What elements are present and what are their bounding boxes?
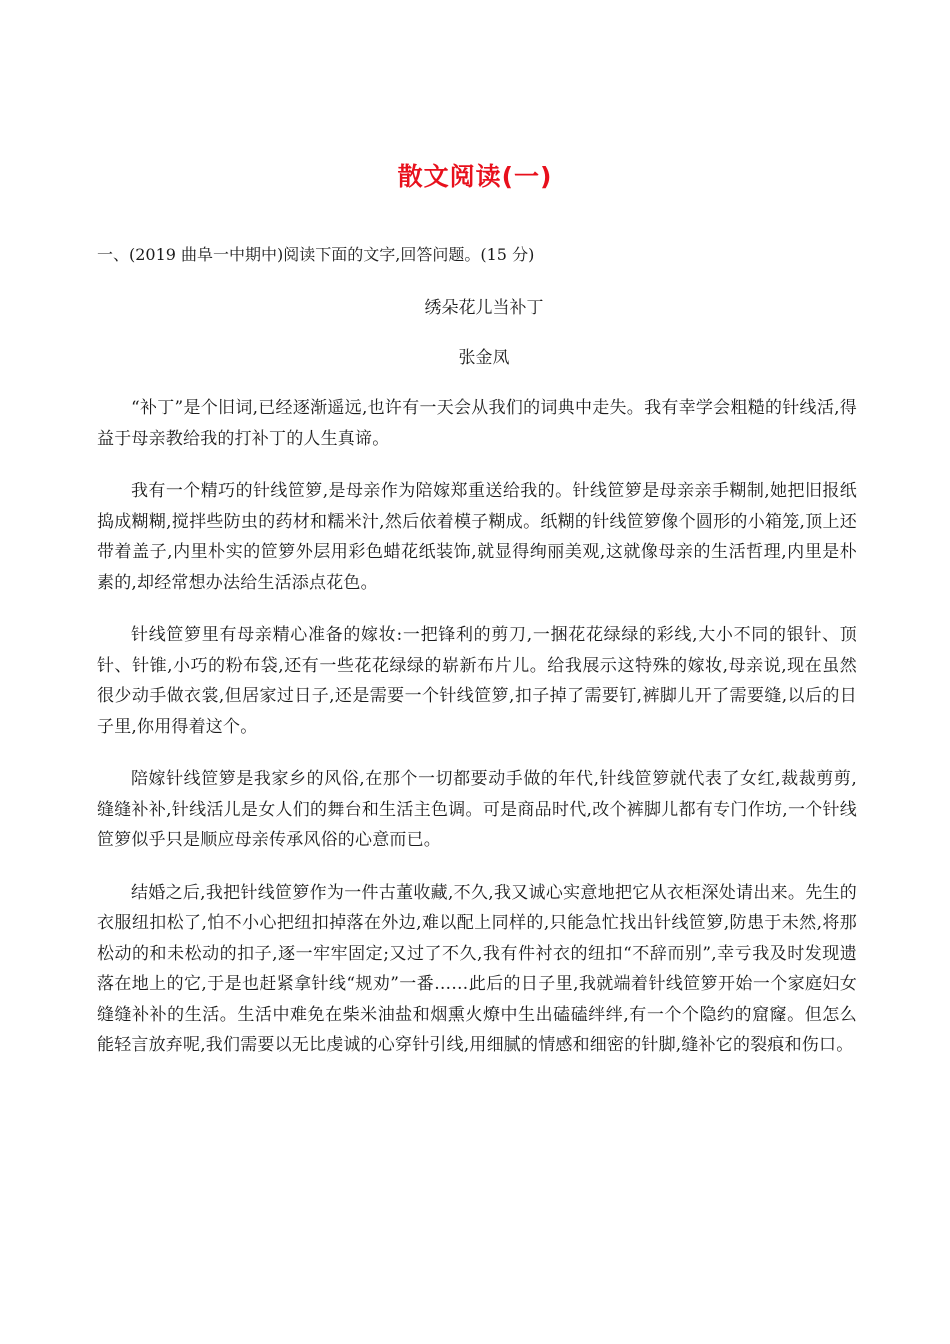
paragraph-1: “补丁”是个旧词,已经逐渐遥远,也许有一天会从我们的词典中走失。我有幸学会粗糙的针线活,得益于母亲教给我的打补丁的人生真谛。 — [97, 398, 857, 449]
article-title: 绣朵花儿当补丁 — [424, 298, 544, 318]
article-author: 张金凤 — [458, 348, 510, 368]
page-title: 散文阅读(一) — [397, 162, 553, 191]
question-prompt: 一、(2019 曲阜一中期中)阅读下面的文字,回答问题。(15 分) — [97, 245, 535, 264]
article-body — [97, 393, 857, 1083]
paragraph-3: 针线笸箩里有母亲精心准备的嫁妆:一把锋利的剪刀,一捆花花绿绿的彩线,大小不同的银针、顶针、针锥,小巧的粉布袋,还有一些花花绿绿的崭新布片儿。给我展示这特殊的嫁妆,母亲说,现在虽然很少动手做衣裳,但居家过日子,还是需要一个针线笸箩,扣子掉了需要钉,裤脚儿开了需要缝,以后的日子里,你用得着这个。 — [97, 625, 857, 737]
paragraph-2: 我有一个精巧的针线笸箩,是母亲作为陪嫁郑重送给我的。针线笸箩是母亲亲手糊制,她把旧报纸捣成糊糊,搅拌些防虫的药材和糯米汁,然后依着模子糊成。纸糊的针线笸箩像个圆形的小箱笼,顶上还带着盖子,内里朴实的笸箩外层用彩色蜡花纸装饰,就显得绚丽美观,这就像母亲的生活哲理,内里是朴素的,却经常想办法给生活添点花色。 — [97, 481, 857, 593]
paragraph-4: 陪嫁针线笸箩是我家乡的风俗,在那个一切都要动手做的年代,针线笸箩就代表了女红,裁裁剪剪,缝缝补补,针线活儿是女人们的舞台和生活主色调。可是商品时代,改个裤脚儿都有专门作坊,一个针线笸箩似乎只是顺应母亲传承风俗的心意而已。 — [97, 769, 857, 850]
paragraph-5: 结婚之后,我把针线笸箩作为一件古董收藏,不久,我又诚心实意地把它从衣柜深处请出来。先生的衣服纽扣松了,怕不小心把纽扣掉落在外边,难以配上同样的,只能急忙找出针线笸箩,防患于未然,将那松动的和未松动的扣子,逐一牢牢固定;又过了不久,我有件衬衣的纽扣“不辞而别”,幸亏我及时发现遗落在地上的它,于是也赶紧拿针线“规劝”一番……此后的日子里,我就端着针线笸箩开始一个家庭妇女缝缝补补的生活。生活中难免在柴米油盐和烟熏火燎中生出磕磕绊绊,有一个个隐约的窟窿。但怎么能轻言放弃呢,我们需要以无比虔诚的心穿针引线,用细腻的情感和细密的针脚,缝补它的裂痕和伤口。 — [97, 882, 857, 1055]
